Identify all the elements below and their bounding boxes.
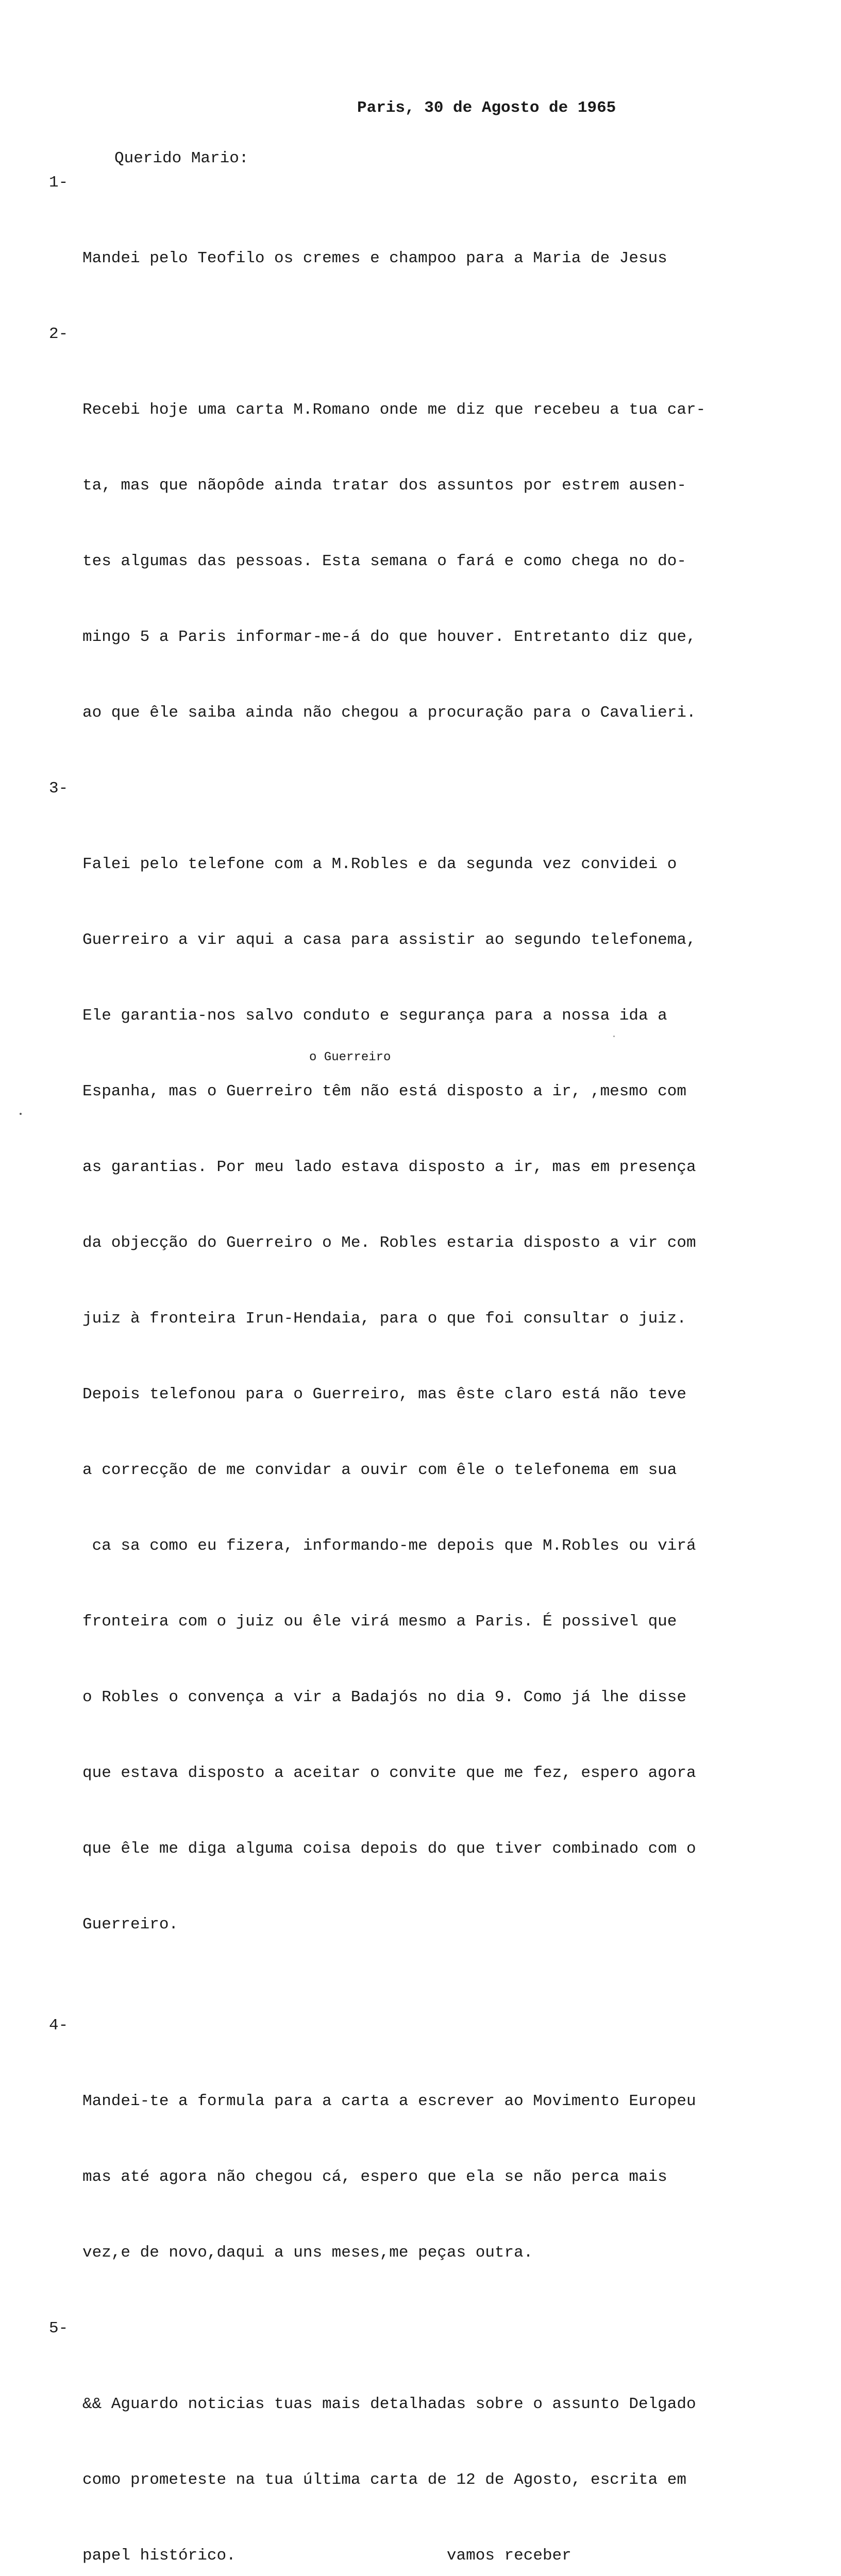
item-line: Mandei-te a formula para a carta a escrever ao Movimento Europeu xyxy=(82,2092,696,2110)
item-line: ta, mas que nãopôde ainda tratar dos assuntos por estrem ausen- xyxy=(82,477,686,495)
item-number: 1- xyxy=(49,174,69,192)
interline-insert: o Guerreiro xyxy=(309,1050,391,1064)
item-line: Depois telefonou para o Guerreiro, mas êste claro está não teve xyxy=(82,1385,686,1403)
item-line: a correcção de me convidar a ouvir com êle o telefonema em sua xyxy=(82,1461,677,1479)
item-number: 2- xyxy=(49,325,69,343)
item-number: 3- xyxy=(49,779,69,798)
list-item xyxy=(49,776,781,2013)
item-line: Falei pelo telefone com a M.Robles e da segunda vez convidei o xyxy=(82,855,677,873)
letter-salutation: Querido Mario: xyxy=(114,149,249,167)
item-line: da objecção do Guerreiro o Me. Robles estaria disposto a vir com xyxy=(82,1234,696,1252)
item-line: que êle me diga alguma coisa depois do que tiver combinado com o xyxy=(82,1840,696,1858)
item-line: mas até agora não chegou cá, espero que ela se não perca mais xyxy=(82,2168,667,2186)
item-number: 5- xyxy=(49,2319,69,2337)
item-line: Guerreiro a vir aqui a casa para assistir ao segundo telefonema, xyxy=(82,931,696,949)
item-line: que estava disposto a aceitar o convite que me fez, espero agora xyxy=(82,1764,696,1782)
item-line: Espanha, mas o Guerreiro têm não está disposto a ir, ,mesmo com xyxy=(82,1082,686,1100)
item-number: 4- xyxy=(49,2016,69,2035)
letter-date: Paris, 30 de Agosto de 1965 xyxy=(357,99,616,117)
item-line: juiz à fronteira Irun-Hendaia, para o que foi consultar o juiz. xyxy=(82,1310,686,1328)
item-line: as garantias. Por meu lado estava disposto a ir, mas em presença xyxy=(82,1158,696,1176)
item-line: fronteira com o juiz ou êle virá mesmo a Paris. É possivel que xyxy=(82,1613,677,1631)
numbered-items xyxy=(49,170,781,2576)
item-line: como prometeste na tua última carta de 12 de Agosto, escrita em xyxy=(82,2471,686,2489)
item-line: papel histórico. vamos receber xyxy=(82,2547,571,2565)
ink-speck xyxy=(613,1036,615,1037)
item-line: ca sa como eu fizera, informando-me depois que M.Robles ou virá xyxy=(82,1537,696,1555)
item-line: Recebi hoje uma carta M.Romano onde me diz que recebeu a tua car- xyxy=(82,401,706,419)
item-line: mingo 5 a Paris informar-me-á do que houver. Entretanto diz que, xyxy=(82,628,696,646)
ink-speck xyxy=(20,1113,22,1115)
item-line: ao que êle saiba ainda não chegou a procuração para o Cavalieri. xyxy=(82,704,696,722)
list-item xyxy=(49,2013,781,2316)
item-line: Mandei pelo Teofilo os cremes e champoo para a Maria de Jesus xyxy=(82,249,667,267)
item-line: Guerreiro. xyxy=(82,1916,179,1934)
item-line: tes algumas das pessoas. Esta semana o fará e como chega no do- xyxy=(82,552,686,570)
list-item xyxy=(49,170,781,321)
item-line: vez,e de novo,daqui a uns meses,me peças outra. xyxy=(82,2244,533,2262)
list-item xyxy=(49,321,781,776)
list-item xyxy=(49,2316,781,2576)
item-line: Ele garantia-nos salvo conduto e segurança para a nossa ida a xyxy=(82,1007,667,1025)
item-line: o Robles o convença a vir a Badajós no dia 9. Como já lhe disse xyxy=(82,1688,686,1706)
item-line: && Aguardo noticias tuas mais detalhadas sobre o assunto Delgado xyxy=(82,2395,696,2413)
